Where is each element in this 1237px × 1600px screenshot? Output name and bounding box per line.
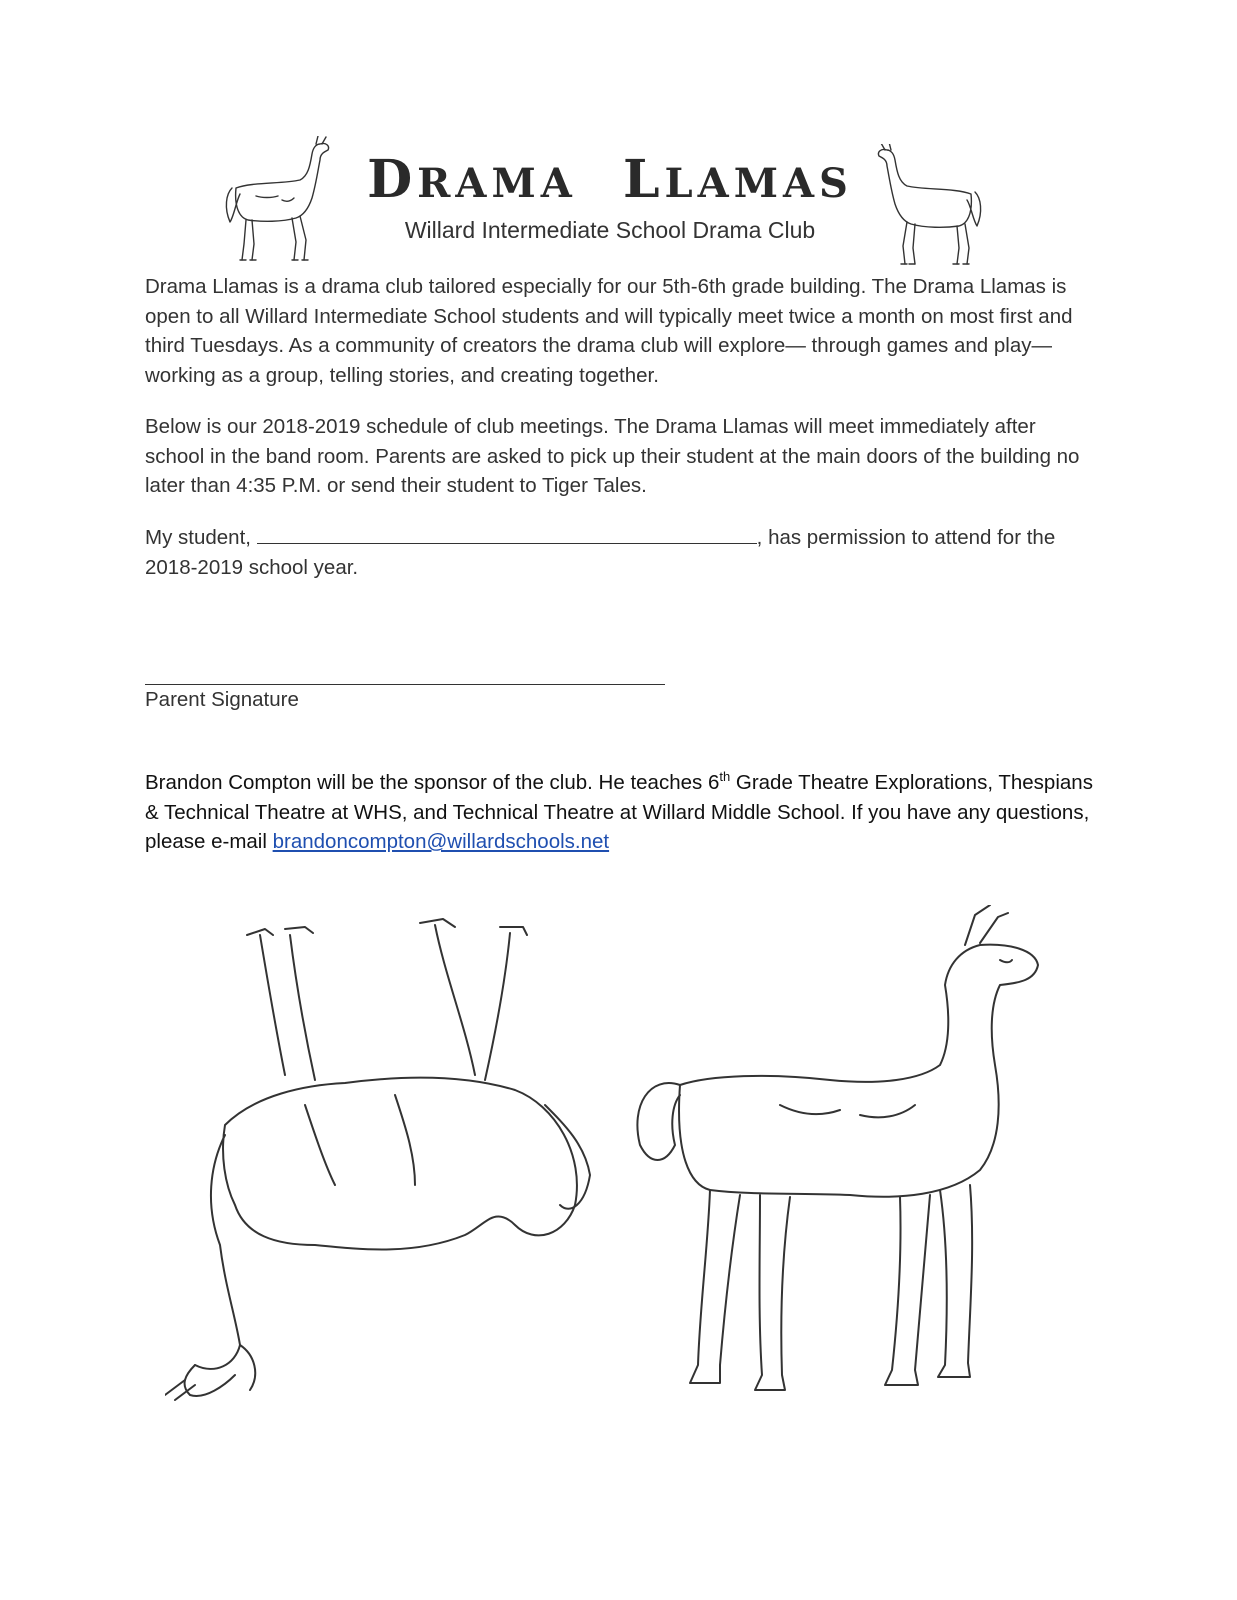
permission-statement (145, 523, 1095, 582)
parent-signature-line[interactable] (145, 684, 665, 685)
page-title: DRAMA LLAMAS (367, 149, 853, 210)
sponsor-text-2: Grade Theatre Explorations, Thespians & Technical Theatre at WHS, and Technical Theatre at Willard Middle School. If you have any questions, please e-mail (145, 771, 1093, 853)
llama-illustration-top-right (875, 144, 990, 269)
permission-suffix: , has permission to attend for the 2018-2019 school year. (145, 526, 1056, 579)
intro-paragraph: Drama Llamas is a drama club tailored especially for our 5th-6th grade building. The Drama Llamas is open to all Willard Intermediate School students and will typically meet twice a month on most first and third Tuesdays. As a community of creators the drama club will explore— through games and play— working as a group, telling stories, and creating together. (145, 275, 1073, 387)
permission-prefix: My student, (145, 526, 251, 549)
schedule-paragraph: Below is our 2018-2019 schedule of club meetings. The Drama Llamas will meet immediately after school in the band room. Parents are asked to pick up their student at the main doors of the building no later than 4:35 P.M. or send their student to Tiger Tales. (145, 415, 1080, 497)
parent-signature-label: Parent Signature (145, 688, 299, 711)
student-name-field[interactable] (257, 523, 757, 544)
llama-illustration-standing (630, 905, 1050, 1405)
llama-illustration-top-left (212, 136, 337, 266)
page-subtitle: Willard Intermediate School Drama Club (404, 217, 816, 243)
sponsor-email-link[interactable]: brandoncompton@willardschools.net (272, 830, 610, 853)
sponsor-text-1: Brandon Compton will be the sponsor of the club. He teaches 6 (145, 771, 720, 794)
sponsor-superscript: th (719, 769, 731, 785)
llama-illustration-upside-down (165, 905, 595, 1405)
sponsor-paragraph (145, 768, 1095, 857)
